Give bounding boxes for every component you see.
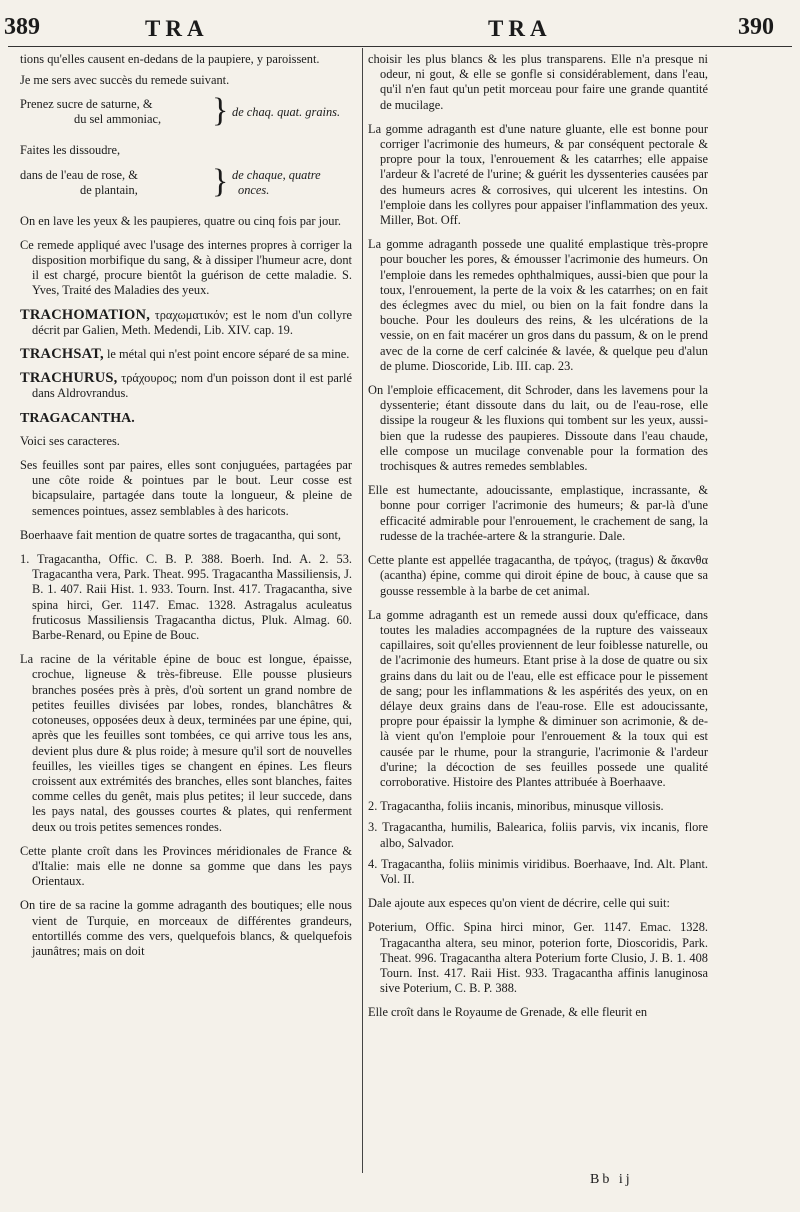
entry-term: TRACHURUS, xyxy=(20,370,118,387)
entry-term: TRACHOMATION, xyxy=(20,306,151,323)
running-head-left: TRA xyxy=(145,16,209,41)
recipe-quantity: de chaque, quatre xyxy=(232,167,321,182)
paragraph: Voici ses caracteres. xyxy=(20,433,120,448)
paragraph: On l'emploie efficacement, dit Schroder, dans les lavemens pour la dyssenterie; étant dissoute dans du lait, ou de l'eau-rose, elle dissipe la rougeur & les fluxions qui tombent sur les yeux, aussi-bien que la rudesse des paupieres. Dissoute dans l'eau chaude, elle compose un mucilage convenable pour la formation des trochisques & autres remedes semblables. xyxy=(368,383,708,474)
paragraph: Boerhaave fait mention de quatre sortes de tragacantha, qui sont, xyxy=(20,527,342,542)
recipe-line: dans de l'eau de rose, & xyxy=(20,167,138,182)
entry-term: TRACHSAT, xyxy=(20,346,104,363)
page-number-left: 389 xyxy=(4,14,40,40)
entry-text: τραχωματικόν; est le nom d'un collyre décrit par Galien, Meth. Medendi, Lib. XIV. cap. 19. xyxy=(32,307,352,337)
paragraph: choisir les plus blancs & les plus transparens. Elle n'a presque ni odeur, ni gout, & elle se gonfle si considérablement, dans l'eau, qu'il n'en faut qu'un petit morceau pour faire une grande quantité de mucilage. xyxy=(368,52,708,112)
paragraph: Elle est humectante, adoucissante, emplastique, incrassante, & bonne pour corriger l'acrimonie des humeurs; & par-là d'une efficacité admirable pour l'enrouement, le crachement de sang, la rudesse de la trachée-artere & la strangurie. Dale. xyxy=(368,483,708,543)
recipe-line: de plantain, xyxy=(80,182,138,197)
paragraph: Ce remede appliqué avec l'usage des internes propres à corriger la disposition morbifique du sang, & à dissiper l'humeur acre, dont il est chargé, procure bientôt la guérison de cette maladie. S. Yves, Traité des Maladies des yeux. xyxy=(20,237,352,298)
paragraph: Dale ajoute aux especes qu'on vient de décrire, celle qui suit: xyxy=(368,896,670,911)
dictionary-entry xyxy=(20,371,352,401)
paragraph: La gomme adraganth possede une qualité emplastique très-propre pour boucher les pores, & émousser l'acrimonie des humeurs. On l'emploie dans les remedes ophthalmiques, aussi-bien que pour la toux, l'enrouement, la perte de la voix & les catarrhes; on en fait des éclegmes avec du miel, ou bien on la fait fondre dans la bouche. Pour les douleurs des reins, & les ulcérations de la vessie, on en fait macérer un gros dans du passum, & on le prend avec de la corne de cerf calcinée & lavée, & quelque peu d'alun de plume. Dioscoride, Lib. III. cap. 23. xyxy=(368,237,708,373)
entry-text: τράχουρος; nom d'un poisson dont il est parlé dans Aldrovrandus. xyxy=(32,371,352,401)
paragraph: On en lave les yeux & les paupieres, quatre ou cinq fois par jour. xyxy=(20,213,342,228)
recipe-block xyxy=(20,162,352,204)
recipe-block xyxy=(20,92,352,133)
recipe-line: du sel ammoniac, xyxy=(74,112,162,127)
paragraph: La racine de la véritable épine de bouc est longue, épaisse, crochue, ligneuse & très-fibreuse. Elle pousse plusieurs branches posées près à près, d'où sortent un grand nombre de petites feuilles divisées par lobes, rondes, blanchâtres & cotoneuses, opposées deux à deux, terminées par une épine, qui, après que les feuilles sont tombées, ce qui arrive tous les ans, devient plus dure & plus roide; à mesure qu'il sort de nouvelles feuilles, les vieilles tiges se changent en épines. Les fleurs croissent aux extrémités des branches, elles sont blanches, faites comme celles du genêt, mais plus petites; il leur succede, dans les pays natal, des gousses courtes & plates, qui renferment deux ou trois petites semences rondes. xyxy=(20,652,352,834)
paragraph: La gomme adraganth est un remede aussi doux qu'efficace, dans toutes les maladies accompagnées de la rupture des vaisseaux capillaires, soit qu'elles proviennent de leur foiblesse naturelle, ou de l'acrimonie des humeurs. Etant prise à la dose de quatre ou six grains dans du lait ou de l'eau, elle est efficace pour le pissement de sang; pour les inflammations & les aspérités des yeux, on en délaye deux grains dans de l'eau-rose. Elle est adoucissante, propre pour épaissir la lymphe & diminuer son acrimonie, & de-là vient qu'on l'emploie pour l'enrouement & la toux qui est causée par le rhume, pour la strangurie, l'acrimonie & l'ardeur d'urine; la décoction de ses feuilles possede une qualité corroborative. Histoire des Plantes attribuée à Boerhaave. xyxy=(368,607,708,789)
entry-heading: TRAGACANTHA. xyxy=(20,410,135,426)
paragraph: Cette plante est appellée tragacantha, de τράγος, (tragus) & ἄκανθα (acantha) épine, comme qui diroit épine de bouc, à cause que sa gousse ressemble à la barbe de cet animal. xyxy=(368,553,708,598)
dictionary-entry xyxy=(20,347,352,362)
header-rule xyxy=(8,46,792,47)
paragraph: Ses feuilles sont par paires, elles sont conjuguées, partagées par une côte roide & pointues par le bout. Leur cosse est bicapsulaire, partagée dans toute la longueur, & pleine de semences pointues, assez semblables à des haricots. xyxy=(20,458,352,518)
paragraph: La gomme adraganth est d'une nature gluante, elle est bonne pour corriger l'acrimonie des humeurs, & par conséquent pectorale & propre pour la toux, l'enrouement & les catarrhes; elle appaise l'ardeur & l'acreté de l'urine; & guérit les dyssenteries causées par des humeurs acres & corrosives, qui ulcerent les intestins. On l'emploie dans les collyres pour appaiser l'inflammation des yeux. Miller, Bot. Off. xyxy=(368,121,708,228)
running-head-right: TRA xyxy=(488,16,552,41)
signature-mark: Bb ij xyxy=(590,1172,633,1187)
page-number-right: 390 xyxy=(738,14,774,40)
paragraph: tions qu'elles causent en-dedans de la paupiere, y paroissent. xyxy=(20,52,320,66)
recipe-quantity: de chaq. quat. grains. xyxy=(232,105,341,120)
species-item: 3. Tragacantha, humilis, Balearica, foliis parvis, vix incanis, flore albo, Salvador. xyxy=(368,820,708,850)
species-item: 2. Tragacantha, foliis incanis, minoribus, minusque villosis. xyxy=(368,799,664,814)
paragraph: Je me sers avec succès du remede suivant. xyxy=(20,73,230,88)
paragraph: Elle croît dans le Royaume de Grenade, & elle fleurit en xyxy=(368,1005,648,1020)
recipe-line: Prenez sucre de saturne, & xyxy=(20,97,153,112)
dictionary-entry xyxy=(20,308,352,338)
paragraph: Cette plante croît dans les Provinces méridionales de France & d'Italie: mais elle ne donne sa gomme que dans les pays Orientaux. xyxy=(20,843,352,889)
column-divider xyxy=(362,48,363,1173)
page-header xyxy=(0,14,800,50)
brace: } xyxy=(212,92,229,130)
brace: } xyxy=(212,162,229,200)
species-item: 1. Tragacantha, Offic. C. B. P. 388. Boerh. Ind. A. 2. 53. Tragacantha vera, Park. Theat. 995. Tragacantha Massiliensis, J. B. 1. 407. Raii Hist. 1. 933. Tourn. Inst. 417. Tragacantha, sive spina hirci, Ger. 1147. Emac. 1328. Astragalus aculeatus fruticosus Massiliensis Tragacantha dictus, Pluk. Almag. 60. Barbe-Renard, ou Epine de Bouc. xyxy=(20,552,352,643)
recipe-quantity: onces. xyxy=(238,182,270,197)
paragraph: Faites les dissoudre, xyxy=(20,143,121,158)
paragraph: On tire de sa racine la gomme adraganth des boutiques; elle nous vient de Turquie, en morceaux de différentes grandeurs, entortillés comme des vers, quelquefois blancs, & quelquefois jaunâtres; mais on doit xyxy=(20,898,352,958)
right-column xyxy=(368,52,708,1030)
species-item: Poterium, Offic. Spina hirci minor, Ger. 1147. Emac. 1328. Tragacantha altera, seu minor, poterion forte, Dioscoridis, Park. Theat. 996. Tragacantha altera Poterium forte Clusio, J. B. 1. 408 Tourn. Inst. 417. Raii Hist. 933. Tragacantha affinis lanuginosa sive Poterium, C. B. P. 388. xyxy=(368,920,708,996)
left-column xyxy=(20,52,352,968)
species-item: 4. Tragacantha, foliis minimis viridibus. Boerhaave, Ind. Alt. Plant. Vol. II. xyxy=(368,856,708,886)
entry-text: le métal qui n'est point encore séparé de sa mine. xyxy=(103,347,350,362)
